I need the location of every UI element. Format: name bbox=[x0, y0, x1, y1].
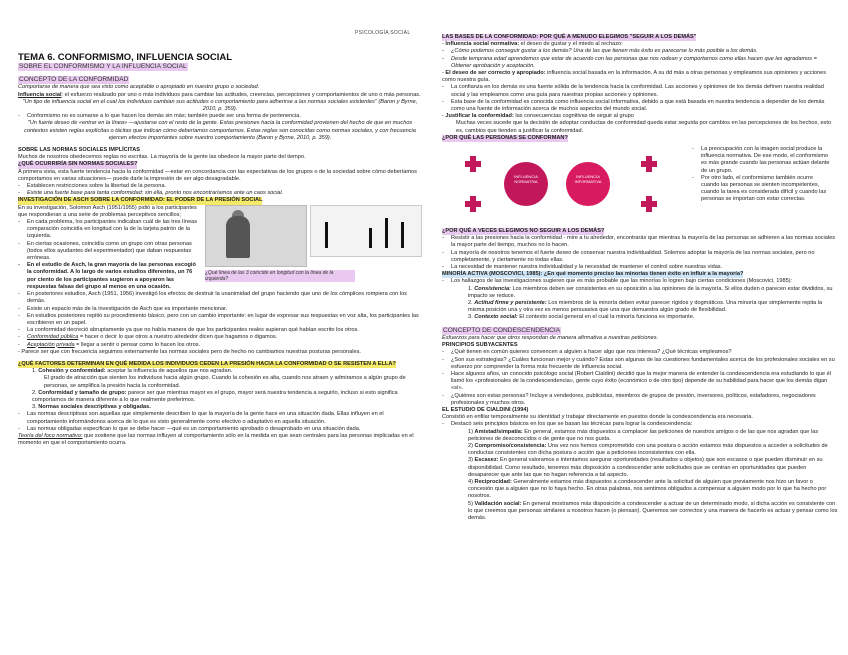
normative-circle: INFLUENCIA NORMATIVA bbox=[504, 162, 548, 206]
text: Una vez nos hemos comprometido con una postura o acción estamos más dispuestos a acceder a solicitudes de conductas consistentes con dicha postura o acción que a peticiones inconsistentes con ella. bbox=[468, 442, 828, 457]
question-heading: ¿POR QUÉ A VECES ELEGIMOS NO SEGUIR A LOS DEMÁS? bbox=[442, 228, 605, 235]
course-header: PSICOLOGÍA SOCIAL bbox=[355, 30, 411, 36]
section-heading: PRINCIPIOS SUBYACENTES bbox=[442, 342, 518, 349]
text: En general mostramos más disposición a condescender a actuar de un determinado modo, si dicha acción es consistente con lo que creemos que personas similares a nosotros hacen (o piensan). Queremos ser correctos y una manera de hacerlo es actuar y pensar como los demás. bbox=[468, 500, 838, 521]
conform-diagram-row bbox=[442, 142, 838, 228]
section-heading: SOBRE LAS NORMAS SOCIALES IMPLÍCITAS bbox=[18, 147, 141, 154]
list-item: - ¿Qué tienen en común quienes convencen a alguien a hacer algo que nos interesa? ¿Qué técnicas empleamos? bbox=[442, 349, 838, 356]
text: = hacer o decir lo que otros a nuestro alrededor dicen que hagamos o digamos. bbox=[78, 334, 278, 341]
right-column bbox=[442, 34, 838, 522]
term: Cohesión y conformidad: bbox=[38, 368, 106, 375]
term: Contexto social: bbox=[474, 314, 518, 321]
text: parece ser que mientras mayor es el grupo, mayor será nuestra tendencia a seguirlo, incluso si esto significa comportarnos de manera diferente a lo que realmente preferimos. bbox=[32, 389, 398, 403]
text: = llegar a sentir o pensar como lo hacen los otros. bbox=[74, 341, 201, 348]
term: Escasez: bbox=[474, 457, 499, 464]
section-heading: SOBRE EL CONFORMISMO Y LA INFLUENCIA SOCIAL bbox=[19, 63, 187, 70]
list-item: 1. Cohesión y conformidad: aceptar la influencia de aquellos que nos agradan. bbox=[32, 368, 233, 375]
list-item: - Existe un espacio más de la investigación de Asch que es importante mencionar. bbox=[18, 306, 422, 313]
term: Consistencia: bbox=[474, 285, 511, 292]
text: Generalmente estamos más dispuestos a condescender ante la solicitud de alguien que previamente nos hizo un favor o concesión que a alguien que no lo haya hecho. En otras palabras, nos sentimos obligados a compensar a alguien modo por lo que ha hecho por nosotros. bbox=[468, 478, 827, 500]
term: Aceptación privada bbox=[27, 341, 75, 348]
diagram-notes bbox=[692, 142, 832, 228]
term: Conformidad pública bbox=[27, 334, 79, 341]
section-heading: EL ESTUDIO DE CIALDINI (1994) bbox=[442, 406, 529, 413]
term: Justificar la conformidad: bbox=[445, 113, 514, 120]
section-heading: INVESTIGACIÓN DE ASCH SOBRE LA CONFORMIDAD: EL PODER DE LA PRESIÓN SOCIAL bbox=[18, 197, 263, 204]
paragraph: En su investigación, Solomon Asch (1951/1955) pidió a los participantes que respondieran a una serie de problemas perceptivos sencillos; bbox=[18, 204, 197, 218]
list-item: - En ciertas ocasiones, coincidía como un grupo con otras personas (todos ellos ayudantes del experimentador) que daban respuestas erróneas. bbox=[18, 241, 201, 263]
quote: "Un tipo de influencia social en el cual los individuos cambian sus actitudes o comportamiento para adherirse a las normas sociales existentes" (Baron y Byrne, 2010, p. 359). bbox=[22, 98, 418, 113]
question-heading: ¿POR QUÉ LAS PERSONAS SE CONFORMAN? bbox=[442, 134, 568, 141]
text: : el esfuerzo realizado por uno o más individuos para cambiar las actitudes, creencias, percepciones y comportamientos de uno o más personas. bbox=[61, 91, 421, 98]
term: Conformidad y tamaño de grupo: bbox=[38, 389, 127, 396]
list-item: - Las normas obligadas especifican lo que se debe hacer —qué es un comportamiento aprobado o desaprobado en una situación dada. bbox=[18, 426, 422, 433]
list-item bbox=[18, 342, 422, 349]
list-item: - La conformidad decreció abruptamente ya que no había manera de que los participantes reales supieran qué habían escrito los otros. bbox=[18, 327, 422, 334]
page-title: TEMA 6. CONFORMISMO, INFLUENCIA SOCIAL bbox=[18, 52, 233, 63]
list-item: - Esta base de la conformidad es conocida como influencia social informativa, debido a que está basada en nuestra tendencia a depender de los demás como una fuente de información acerca de muchos aspectos del mundo social. bbox=[442, 99, 838, 113]
paragraph: Esfuerzos para hacer que otros respondan de manera afirmativa a nuestras peticiones. bbox=[442, 334, 659, 341]
list-item: 2. Conformidad y tamaño de grupo: parece ser que mientras mayor es el grupo, mayor será nuestra tendencia a seguirlo, incluso si esto significa comportarnos de manera diferente a lo que realmente preferimos. bbox=[32, 389, 398, 403]
list-item: - Conformismo no es sumarse a lo que hacen los demás sin más; también puede ser una forma de pertenencia. bbox=[18, 113, 422, 120]
term: Reciprocidad: bbox=[474, 478, 512, 485]
question-heading: ¿QUÉ OCURRIRÍA SIN NORMAS SOCIALES? bbox=[18, 161, 138, 168]
paragraph: Comportarse de manera que sea visto como aceptable o apropiado en nuestro grupo o sociedad. bbox=[18, 84, 260, 91]
asch-figure-row bbox=[18, 205, 422, 291]
term: Amistad/simpatía: bbox=[474, 428, 523, 435]
figure-caption: ¿Qué línea de las 3 coincide en longitud con la línea de la izquierda? bbox=[205, 270, 355, 282]
conform-diagram bbox=[446, 146, 686, 224]
list-item: - La mayoría de nosotros tenemos el fuerte deseo de conservar nuestra individualidad. Solemos adoptar la mayoría de las normas sociales, pero no completamente, y ciertamente no todas ellas. bbox=[442, 250, 838, 264]
list-item: - Destacó seis principios básicos en los que se basan las técnicas para lograr la condescendencia: bbox=[442, 421, 838, 428]
asch-lines-card bbox=[310, 205, 422, 257]
list-item: - Desde temprana edad aprendemos que estar de acuerdo con las personas que nos rodean y comportarnos como ellas hacen que les agradamos = Obtener aprobación y aceptación. bbox=[442, 56, 838, 70]
text: el deseo de gustar y el miedo al rechazo: bbox=[519, 41, 623, 48]
list-item: - En posteriores estudios, Asch (1951, 1956) investigó los efectos de destruir la unanimidad del grupo haciendo que uno de los cómplices rompiera con los demás. bbox=[18, 291, 422, 305]
section-heading: CONCEPTO DE CONDESCENDENCIA bbox=[443, 326, 561, 334]
paragraph: A primera vista, esta fuerte tendencia hacia la conformidad —estar en concordancia con las expectativas de los grupos o de la sociedad sobre cómo deberíamos comportarnos en varias situaciones— puede darle la impresión de ser algo desagradable. bbox=[18, 168, 417, 182]
list-item: 2. Actitud firme y persistente: Los miembros de la minoría deben evitar parecer rígidos y dogmáticos. Una minoría que simplemente repita la misma posición una y otra vez es menos persuasiva que una que demuestra algún grado de flexibilidad. bbox=[468, 300, 823, 314]
list-item: - La preocupación con la imagen social produce la influencia normativa. De ese modo, el conformismo es más grande cuando las personas actúan delante de un grupo. bbox=[692, 146, 832, 175]
list-item: - ¿Son sus estrategias? ¿Cuáles funcionan mejor y cuándo? Estas son algunas de las cuestiones fundamentales acerca de los profesionales sociales en su esfuerzo por comprender la forma más frecuente de influencia social. bbox=[442, 357, 838, 371]
term: Influencia social bbox=[18, 91, 62, 98]
section-heading: ¿QUÉ FACTORES DETERMINAN EN QUÉ MEDIDA LOS INDIVIDUOS CEDEN LA PRESIÓN HACIA LA CONFORMIDAD O SE RESISTEN A ELLA? bbox=[18, 360, 396, 367]
list-item: 2) Compromiso/consistencia: Una vez nos hemos comprometido con una postura o acción estamos más dispuestos a acceder a solicitudes de conductas consistentes con dicha postura o acción que a peticiones inconsistentes con ella. bbox=[468, 442, 828, 457]
list-item: 4) Reciprocidad: Generalmente estamos más dispuestos a condescender ante la solicitud de alguien que previamente nos hizo un favor o concesión que a alguien que no lo haya hecho. En otras palabras, nos sentimos obligados a compensar a alguien modo por lo que ha hecho por nosotros. bbox=[468, 478, 827, 500]
list-item: 3. Normas sociales descriptivas y obligadas. bbox=[32, 404, 151, 411]
list-item: 3. Contexto social: El contexto social general en el cual la minoría funciona es importante. bbox=[468, 314, 695, 321]
list-item: - Por otro lado, el conformismo también ocurre cuando las personas se sienten incompetentes, cuando la tarea es considerada difícil y cuando las personas se importan con estar correctas. bbox=[692, 175, 832, 204]
paragraph bbox=[18, 92, 422, 99]
list-item: 3) Escasez: En general valoramos e intentamos asegurar oportunidades (resultados u objetos) que son escasos o que pueden disminuir en su disponibilidad. Como resultado, tenemos más disposición a condescender ante solicitudes que se centran en oportunidades que pueden desaparecer que ante las que no hagan referencia a tal aspecto. bbox=[468, 457, 823, 478]
text: Los miembros de la minoría deben evitar parecer rígidos y dogmáticos. Una minoría que simplemente repita la misma posición una y otra vez es menos persuasiva que una que demuestra algún grado de flexibilidad. bbox=[468, 300, 823, 314]
list-item: 1. Consistencia: Los miembros deben ser consistentes en su oposición a las opiniones de la mayoría. Si ellos duden o parecen estar divididos, su impacto se reduce. bbox=[468, 285, 833, 299]
term: Actitud firme y persistente: bbox=[474, 300, 547, 307]
text: El contexto social general en el cual la minoría funciona es importante. bbox=[517, 314, 695, 321]
list-item: - Influencia social normativa: el deseo de gustar y el miedo al rechazo: bbox=[442, 41, 623, 48]
text: Los miembros deben ser consistentes en su oposición a las opiniones de la mayoría. Si ellos duden o parecen estar divididos, su impacto se reduce. bbox=[468, 285, 833, 299]
asch-photo bbox=[205, 205, 307, 267]
text: En general valoramos e intentamos asegurar oportunidades (resultados u objetos) que son escasos o que pueden disminuir en su disponibilidad. Como resultado, tenemos más disposición a condescender ante solicitudes que se centran en oportunidades que pueden desaparecer que ante las que no hagan referencia a tal aspecto. bbox=[468, 457, 823, 478]
list-item: - Resistir a las presiones hacia la conformidad - mire a tu alrededor, encontrarás que mientras la mayoría de las personas se adhieren a las normas sociales la mayor parte del tiempo, muchos no lo hacen. bbox=[442, 235, 838, 249]
asch-text bbox=[18, 205, 201, 291]
list-item: 5) Validación social: En general mostramos más disposición a condescender a actuar de un determinado modo, si dicha acción es consistente con lo que creemos que personas similares a nosotros hacen (o piensan). Queremos ser correctos y una manera de hacerlo es actuar y pensar como los demás. bbox=[468, 500, 838, 521]
list-item: - Justificar la conformidad: las consecuencias cognitivas de seguir al grupo bbox=[442, 113, 634, 120]
paragraph: Muchos de nosotros obedecemos reglas no escritas. La mayoría de la gente las obedece la mayor parte del tiempo. bbox=[18, 154, 306, 161]
list-item: - ¿Quiénes son estas personas? Incluye a vendedores, publicistas, miembros de grupos de presión, inversores, políticos, estafadores, negociadores profesionales y muchos otros. bbox=[442, 393, 838, 407]
paragraph: - Parece ser que con frecuencia seguimos externamente las normas sociales pero de hecho no cambiamos nuestras posturas personales. bbox=[18, 348, 361, 355]
list-item: - En el estudio de Asch, la gran mayoría de las personas escogió la conformidad. A lo largo de varios estudios diferentes, un 76 por ciento de los participantes sugieron a apoyaron las respuestas falsas del grupo al menos en una ocasión. bbox=[18, 262, 201, 291]
list-item: - Hace algunos años, un conocido psicólogo social (Robert Cialdini) decidió que la mejor manera de entender la condescendencia era estudiando lo que él llamó los «profesionales de la condescendencia», gente cuyo éxito (económico o de otro tipo) depende de su habilidad para hacer que los demás digan «sí». bbox=[442, 371, 838, 393]
list-item: - En estudios posteriores repitió su procedimiento básico, pero con un cambio importante: en lugar de expresar sus respuestas en voz alta, los participantes las escribieron en un papel. bbox=[18, 313, 422, 327]
asch-figure bbox=[205, 205, 422, 283]
term: El deseo de ser correcto y apropiado: bbox=[445, 70, 546, 77]
list-item: - ¿Cómo podemos conseguir gustar a los demás? Una de las que tienen más éxito es parecerse lo más posible a los demás. bbox=[442, 48, 838, 55]
paragraph bbox=[18, 433, 422, 447]
text: aceptar la influencia de aquellos que nos agradan. bbox=[105, 368, 233, 375]
list-item: 1) Amistad/simpatía: En general, estamos más dispuestos a complacer las peticiones de nuestros amigos o de las que nos agradan que las peticiones de desconocidos o de gente que no nos gusta. bbox=[468, 428, 819, 442]
list-item: - Las normas descriptivas son aquellas que simplemente describen lo que la mayoría de la gente hace en una situación dada. Ellas influyen en el comportamiento informándonos acerca de lo que es visto generalmente como efectivo o adaptativo en aquella situación. bbox=[18, 411, 422, 425]
text: influencia social basada en la información. A su dd más a otras personas y empleamos sus opiniones y acciones como nuestra guía. bbox=[442, 70, 826, 84]
list-item: - Los hallazgos de las investigaciones sugieren que es más probable que las minorías lo logren bajo ciertas condiciones (Moscovici, 1985): bbox=[442, 278, 838, 285]
list-item: - La confianza en los demás es una fuente sólida de la tendencia hacia la conformidad. Las acciones y opiniones de los demás definen nuestra realidad social y las empleamos como una guía para nuestras propias acciones y opiniones. bbox=[442, 84, 838, 98]
section-heading: LAS BASES DE LA CONFORMIDAD: POR QUÉ A MENUDO ELEGIMOS "SEGUIR A LOS DEMÁS" bbox=[442, 34, 697, 40]
term: Influencia social normativa: bbox=[445, 41, 520, 48]
list-item: - La necesidad de mantener nuestra individualidad y la necesidad de mantener el control sobre nuestras vidas. bbox=[442, 264, 838, 271]
text: las consecuencias cognitivas de seguir al grupo bbox=[513, 113, 634, 120]
section-heading: MINORÍA ACTIVA (MOSCOVICI, 1985): ¿En qué momento preciso las minorías tienen éxito en influir a la mayoría? bbox=[442, 271, 744, 278]
term: Compromiso/consistencia: bbox=[474, 442, 547, 449]
paragraph: Muchas veces sucede que la decisión de adoptar conductas de conformidad queda estar seguida por cambios en las percepciones de los hechos, esto es, cambios que tienden a justificar la conformidad. bbox=[456, 120, 832, 134]
text: que sostiene que las normas influyen al comportamiento sólo en la medida en que sean centrales para las personas implicadas en el momento en que el comportamiento ocurra. bbox=[18, 432, 414, 447]
informative-circle: INFLUENCIA INFORMATIVA bbox=[566, 162, 610, 206]
term: Validación social: bbox=[474, 500, 522, 507]
list-item: - Establecen restricciones sobre la libertad de la persona. bbox=[18, 183, 422, 190]
list-item bbox=[18, 334, 422, 341]
term: Normas sociales descriptivas y obligadas. bbox=[38, 404, 151, 411]
section-heading: CONCEPTO DE LA CONFORMIDAD bbox=[19, 76, 129, 84]
text: En general, estamos más dispuestos a complacer las peticiones de nuestros amigos o de las que nos agradan que las peticiones de desconocidos o de gente que no nos gusta. bbox=[468, 428, 819, 442]
paragraph: El grado de atracción que sienten los individuos hacia algún grupo. Cuando la cohesión es alta, cuando nos atraen y admiramos a algún grupo de personas, se amplifica la presión hacia la conformidad. bbox=[44, 375, 406, 389]
quote: "Un fuerte deseo de «entrar en la línea» —ajustarse con el resto de la gente. Estas presiones hacia la conformidad provienen del hecho de que en muchos contextos existen reglas explícitas o tácitas que indican cómo deberíamos comportarnos. Estas reglas son conocidas como normas sociales, y con frecuencia ejercen efectos importantes sobre nuestro comportamiento (Baron y Byrne, 2010, p. 359). bbox=[24, 120, 416, 141]
left-column bbox=[18, 52, 422, 447]
paragraph: Consistió en enfilar temporalmente su identidad y trabajar directamente en puestos donde la condescendencia era necesaria. bbox=[442, 414, 753, 421]
list-item: - El deseo de ser correcto y apropiado: influencia social basada en la información. A su dd más a otras personas y empleamos sus opiniones y acciones como nuestra guía. bbox=[442, 70, 826, 84]
term: Teoría del foco normativo: bbox=[18, 432, 83, 439]
list-item: - En cada problema, los participantes indicaban cuál de las tres líneas comparación coincidía en longitud con la de la tarjeta patrón de la izquierda. bbox=[18, 219, 201, 241]
list-item: - Existe una fuerte base para tanta conformidad: sin ella, pronto nos encontraríamos ante un caos social. bbox=[18, 190, 422, 197]
